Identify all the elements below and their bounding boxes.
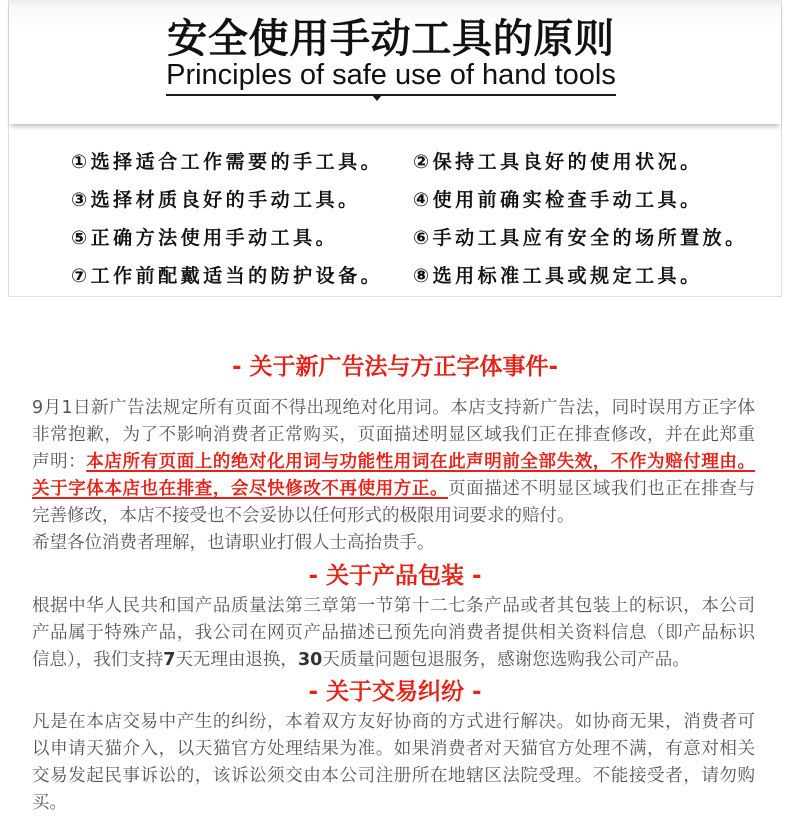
paragraph-line [32, 709, 755, 736]
line-text: 希望各位消费者理解，也请职业打假人士高抬贵手。 [32, 533, 435, 553]
section-heading-packaging: - 关于产品包装 - [308, 563, 482, 589]
paragraph-line [32, 763, 755, 790]
ad-law-notice [32, 395, 755, 557]
paragraph-line [32, 620, 755, 647]
paragraph-line [32, 503, 755, 530]
page-subtitle: Principles of safe use of hand tools [166, 59, 616, 91]
line-text: 天质量问题包退服务，感谢您选购我公司产品。 [322, 650, 690, 670]
paragraph-line [32, 790, 755, 817]
page-title: 安全使用手动工具的原则 [167, 16, 615, 62]
font-check-notice: 关于字体本店也在排查，会尽快修改不再使用方正。 [32, 479, 449, 499]
line-text: 9月1日新广告法规定所有页面不得出现绝对化用词。本店支持新广告法，同时误用方正字体 [32, 398, 755, 418]
void-wording-notice: 本店所有页面上的绝对化用词与功能性用词在此声明前全部失效，不作为赔付理由。 [86, 452, 756, 472]
ad-law-closing-paragraph [32, 530, 755, 557]
title-underline [166, 94, 616, 96]
line-text: 买。 [32, 793, 67, 813]
paragraph-line [32, 736, 755, 763]
line-text: 交易发起民事诉讼的，该诉讼须交由本公司注册所在地辖区法院受理。不能接受者，请勿购 [32, 766, 755, 786]
line-text: 产品属于特殊产品，我公司在网页产品描述已预先向消费者提供相关资料信息（即产品标识 [32, 623, 755, 643]
line-text: 信息），我们支持 [32, 650, 164, 670]
principles-panel [8, 0, 782, 297]
line-text: 页面描述不明显区域我们也正在排查与 [448, 479, 755, 499]
section-heading-disputes: - 关于交易纠纷 - [308, 679, 482, 705]
principle-item-2: ②保持工具良好的使用状况。 [413, 151, 703, 173]
principle-item-8: ⑧选用标准工具或规定工具。 [413, 265, 703, 287]
section-heading-ad-law: - 关于新广告法与方正字体事件- [231, 354, 559, 380]
line-text: 以申请天猫介入，以天猫官方处理结果为准。如果消费者对天猫官方处理不满，有意对相关 [32, 739, 755, 759]
paragraph-line [32, 530, 755, 557]
line-text: 非常抱歉，为了不影响消费者正常购买，页面描述明显区域我们正在排查修改，并在此郑重 [32, 425, 755, 445]
ad-law-paragraph [32, 395, 755, 530]
packaging-notice [32, 593, 755, 674]
quality-days-number: 30 [297, 650, 323, 670]
principle-item-5: ⑤正确方法使用手动工具。 [71, 227, 339, 249]
paragraph-line [32, 422, 755, 449]
paragraph-line [32, 476, 755, 503]
line-text: 根据中华人民共和国产品质量法第三章第一节第十二七条产品或者其包装上的标识，本公司 [32, 596, 755, 616]
principle-item-1: ①选择适合工作需要的手工具。 [71, 151, 384, 173]
principle-item-3: ③选择材质良好的手动工具。 [71, 189, 361, 211]
line-text: 凡是在本店交易中产生的纠纷，本着双方友好协商的方式进行解决。如协商无果，消费者可 [32, 712, 755, 732]
principle-item-7: ⑦工作前配戴适当的防护设备。 [71, 265, 384, 287]
principle-item-4: ④使用前确实检查手动工具。 [413, 189, 703, 211]
paragraph-line [32, 449, 755, 476]
line-text: 天无理由退换， [175, 650, 298, 670]
return-days-number: 7 [163, 650, 176, 670]
principles-header [9, 0, 781, 124]
principle-item-6: ⑥手动工具应有安全的场所置放。 [413, 227, 748, 249]
paragraph-line [32, 593, 755, 620]
paragraph-line [32, 395, 755, 422]
principles-list [71, 147, 773, 291]
line-text: 完善修改，本店不接受也不会妥协以任何形式的极限用词要求的赔付。 [32, 506, 575, 526]
down-triangle-icon [372, 95, 382, 101]
disputes-notice [32, 709, 755, 817]
paragraph-line [32, 647, 755, 674]
line-text: 声明： [32, 452, 87, 472]
